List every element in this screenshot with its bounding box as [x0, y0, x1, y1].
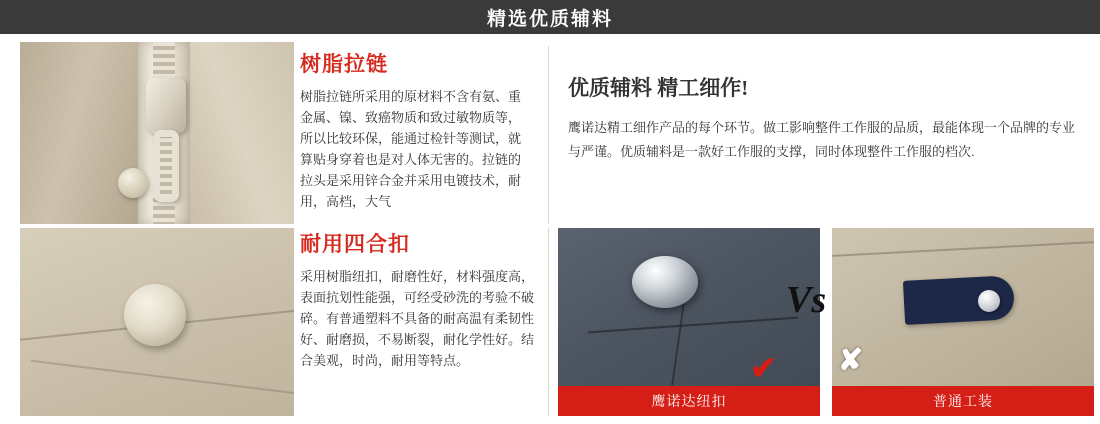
- fabric-left: [20, 42, 140, 224]
- compare-panel-right: [832, 228, 1094, 416]
- section-header-bar: [0, 0, 1100, 34]
- vertical-divider: [548, 46, 549, 224]
- zipper-title: 树脂拉链: [300, 53, 388, 76]
- resin-snap-button-photo: [20, 228, 294, 416]
- zipper-slider: [146, 78, 186, 134]
- highlight-text-block: [568, 72, 1080, 164]
- zipper-text-block: [300, 48, 532, 212]
- snap-button-icon: [118, 168, 148, 198]
- flap-seam: [832, 241, 1094, 257]
- cross-icon: ✘: [838, 344, 864, 377]
- bottom-row: [20, 228, 1080, 416]
- ordinary-workwear-tab-photo: [832, 228, 1094, 386]
- vertical-divider-2: [548, 228, 549, 416]
- snap-body: 采用树脂纽扣，耐磨性好，材料强度高，表面抗划性能强，可经受砂洗的考验不破碎。有普通塑料不具备的耐高温有柔韧性好、耐磨损，不易断裂，耐化学性好。结合美观，时尚，耐用等特点。: [300, 269, 535, 369]
- compare-left-caption: 鹰诺达纽扣: [558, 386, 820, 416]
- top-row: [20, 42, 1080, 224]
- metal-snap-icon: [632, 256, 698, 308]
- zipper-pull-icon: [153, 130, 179, 202]
- zipper-body: 树脂拉链所采用的原材料不含有氨、重金属、镍、致癌物质和致过敏物质等，所以比较环保，能通过检针等测试，就算贴身穿着也是对人体无害的。拉链的拉头是采用锌合金并采用电镀技术，耐用，高档，大气: [300, 89, 522, 210]
- highlight-title: 优质辅料 精工细作!: [568, 76, 749, 100]
- resin-zipper-photo: [20, 42, 294, 224]
- page-title: 精选优质辅料: [486, 8, 613, 30]
- pocket-seam: [588, 317, 798, 334]
- yingnuoda-metal-snap-photo: [558, 228, 820, 386]
- vs-label: Vs: [786, 279, 827, 321]
- snap-button-icon: [124, 284, 186, 346]
- fabric-seam-secondary: [31, 360, 294, 399]
- snap-title: 耐用四合扣: [300, 233, 410, 256]
- highlight-body: 鹰诺达精工细作产品的每个环节。做工影响整件工作服的品质，最能体现一个品牌的专业与严谨。优质辅料是一款好工作服的支撑，同时体现整件工作服的档次.: [568, 120, 1076, 160]
- compare-panel-left: [558, 228, 820, 416]
- check-icon: ✔: [750, 350, 777, 386]
- compare-right-caption: 普通工装: [832, 386, 1094, 416]
- tab-snap-icon: [978, 290, 1000, 312]
- snap-text-block: [300, 228, 540, 371]
